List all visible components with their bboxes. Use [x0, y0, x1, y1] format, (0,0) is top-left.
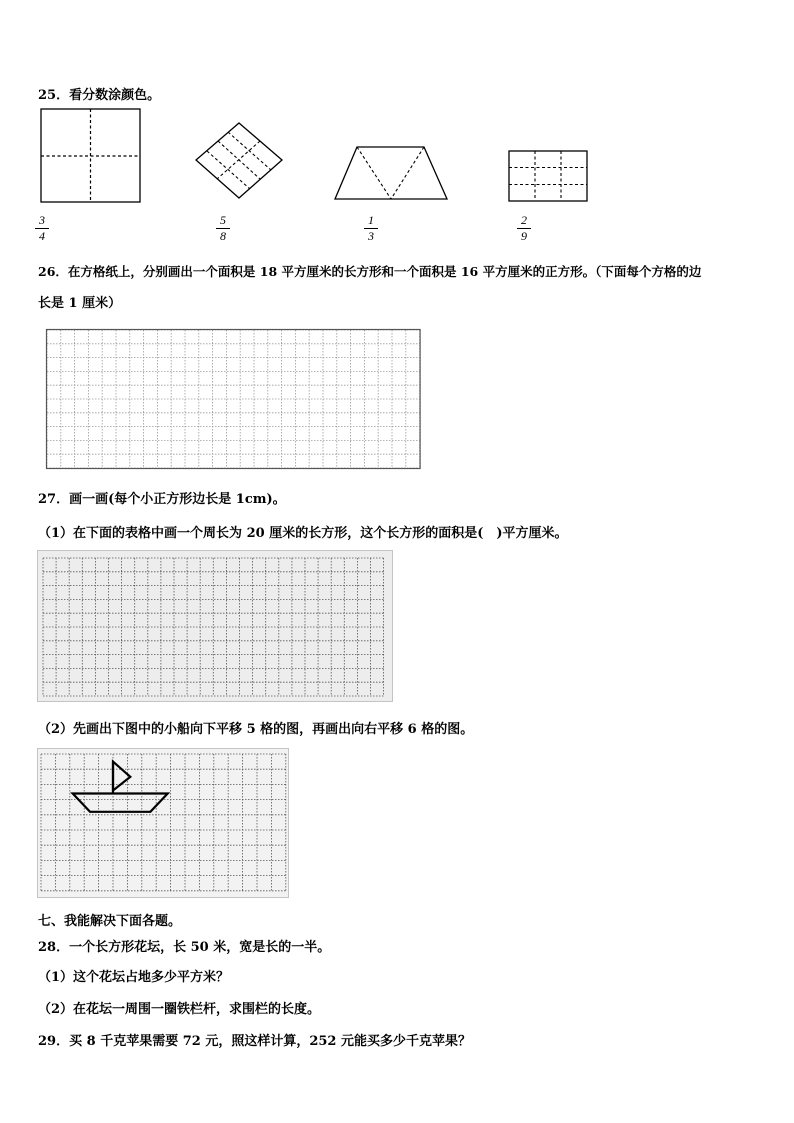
fraction-two-ninths: 2 9	[517, 214, 531, 243]
fraction-five-eighths: 5 8	[216, 214, 230, 243]
rectangle-ninths-shape	[508, 150, 590, 204]
q27-part2-boat-grid[interactable]	[37, 748, 289, 898]
q25-title: 25．看分数涂颜色。	[38, 88, 161, 103]
diamond-eighths-shape	[192, 120, 286, 202]
q27-part1: （1）在下面的表格中画一个周长为 20 厘米的长方形，这个长方形的面积是( )平方厘米。	[38, 526, 568, 541]
section7-title: 七、我能解决下面各题。	[38, 914, 182, 929]
q28-title: 28．一个长方形花坛，长 50 米，宽是长的一半。	[38, 940, 331, 955]
q26-text-line2: 长是 1 厘米）	[38, 296, 122, 311]
q27-title: 27．画一画(每个小正方形边长是 1cm)。	[38, 492, 286, 507]
q29-title: 29．买 8 千克苹果需要 72 元，照这样计算，252 元能买多少千克苹果？	[38, 1034, 471, 1049]
q26-grid-paper[interactable]	[45, 328, 425, 470]
q27-part1-grid[interactable]	[37, 550, 393, 702]
q26-text-line1: 26．在方格纸上，分别画出一个面积是 18 平方厘米的长方形和一个面积是 16 平方厘米的正方形。（下面每个方格的边	[38, 264, 702, 279]
q28-part2: （2）在花坛一周围一圈铁栏杆，求围栏的长度。	[38, 1002, 321, 1017]
q28-part1: （1）这个花坛占地多少平方米？	[38, 970, 230, 985]
q27-part2: （2）先画出下图中的小船向下平移 5 格的图，再画出向右平移 6 格的图。	[38, 722, 474, 737]
square-quarters-shape	[40, 108, 142, 204]
trapezoid-thirds-shape	[332, 144, 450, 202]
fraction-three-quarters: 3 4	[35, 214, 49, 243]
fraction-one-third: 1 3	[364, 214, 378, 243]
